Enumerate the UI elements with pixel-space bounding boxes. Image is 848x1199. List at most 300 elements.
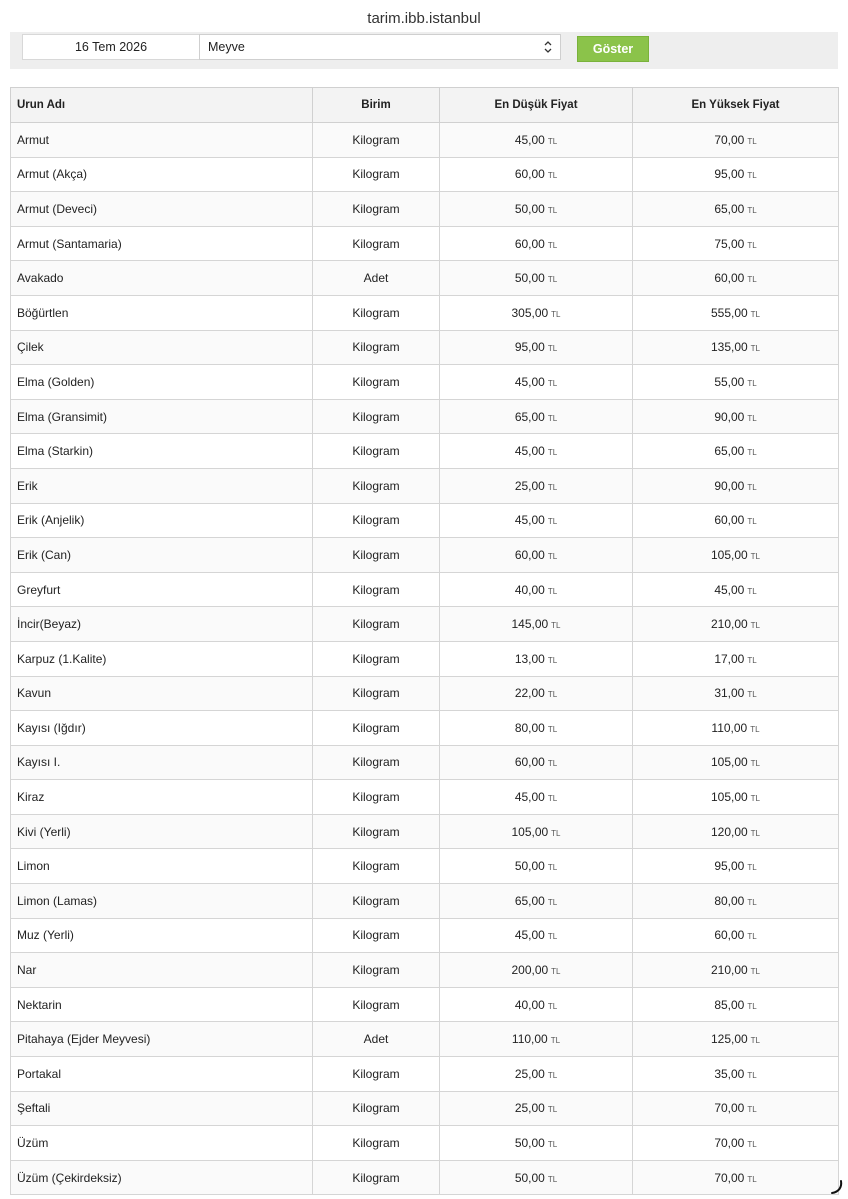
unit-cell: [313, 330, 440, 365]
max-price-cell: [633, 987, 839, 1022]
unit-cell: [313, 192, 440, 227]
product-name-cell: [11, 192, 313, 227]
max-price-cell-value: 65,00: [714, 444, 745, 459]
min-price-cell-value: 200,00: [511, 963, 549, 978]
unit-cell: [313, 849, 440, 884]
currency-label: TL: [750, 1036, 761, 1046]
min-price-cell: [440, 572, 633, 607]
table-header-row: [11, 88, 839, 123]
max-price-cell: [633, 399, 839, 434]
table-row: [11, 780, 839, 815]
min-price-cell-value: 50,00: [514, 1170, 545, 1185]
table-row: [11, 538, 839, 573]
currency-label: TL: [750, 794, 761, 804]
currency-label: TL: [551, 309, 561, 319]
date-input[interactable]: 16 Tem 2026: [22, 34, 200, 60]
min-price-cell-value: 45,00: [514, 374, 545, 389]
max-price-cell: [633, 295, 839, 330]
currency-label: TL: [547, 482, 558, 492]
max-price-cell-value: 125,00: [710, 1032, 748, 1047]
max-price-cell: [633, 434, 839, 469]
unit-cell-value: Kilogram: [352, 617, 400, 632]
currency-label: TL: [547, 655, 558, 665]
product-name-cell-value: Erik (Anjelik): [17, 513, 85, 528]
unit-cell: [313, 226, 440, 261]
product-name-cell-value: Nar: [17, 963, 37, 978]
unit-cell: [313, 953, 440, 988]
table-row: [11, 987, 839, 1022]
unit-cell-value: Kilogram: [352, 340, 400, 355]
max-price-cell: [633, 953, 839, 988]
table-row: [11, 607, 839, 642]
min-price-cell: [440, 1057, 633, 1092]
show-button[interactable]: Göster: [577, 36, 649, 62]
min-price-cell: [440, 1091, 633, 1126]
min-price-cell-value: 110,00: [511, 1032, 548, 1047]
currency-label: TL: [747, 205, 757, 215]
max-price-cell-value: 60,00: [714, 513, 745, 528]
min-price-cell-value: 25,00: [514, 1066, 545, 1081]
min-price-cell-value: 65,00: [514, 409, 545, 424]
min-price-cell-value: 50,00: [514, 271, 545, 286]
header-max-price[interactable]: En Yüksek Fiyat: [633, 88, 839, 123]
table-row: [11, 918, 839, 953]
header-product-name[interactable]: Urun Adı: [11, 88, 313, 123]
product-name-cell-value: Elma (Gransimit): [17, 409, 108, 424]
currency-label: TL: [547, 759, 558, 769]
currency-label: TL: [750, 759, 761, 769]
product-name-cell: [11, 987, 313, 1022]
min-price-cell: [440, 918, 633, 953]
product-name-cell: [11, 468, 313, 503]
product-name-cell-value: Erik (Can): [17, 547, 72, 562]
table-row: [11, 503, 839, 538]
min-price-cell-value: 45,00: [514, 513, 545, 528]
min-price-cell-value: 65,00: [514, 893, 545, 908]
max-price-cell: [633, 607, 839, 642]
unit-cell-value: Kilogram: [352, 755, 400, 770]
product-name-cell-value: Armut (Deveci): [17, 201, 98, 216]
max-price-cell-value: 17,00: [714, 651, 745, 666]
currency-label: TL: [747, 378, 757, 388]
product-name-cell: [11, 745, 313, 780]
currency-label: TL: [547, 448, 558, 458]
filter-panel: [10, 32, 838, 69]
table-row: [11, 745, 839, 780]
table-row: [11, 226, 839, 261]
max-price-cell-value: 70,00: [714, 1170, 745, 1185]
max-price-cell-value: 105,00: [710, 547, 748, 562]
min-price-cell: [440, 987, 633, 1022]
unit-cell-value: Kilogram: [352, 132, 400, 147]
url-text[interactable]: tarim.ibb.istanbul: [367, 10, 481, 27]
currency-label: TL: [550, 1036, 561, 1046]
product-name-cell-value: Pitahaya (Ejder Meyvesi): [17, 1032, 151, 1047]
unit-cell: [313, 780, 440, 815]
max-price-cell: [633, 261, 839, 296]
product-name-cell: [11, 503, 313, 538]
max-price-cell-value: 210,00: [710, 617, 748, 632]
max-price-cell: [633, 884, 839, 919]
max-price-cell: [633, 918, 839, 953]
min-price-cell-value: 25,00: [514, 478, 545, 493]
unit-cell-value: Kilogram: [352, 444, 400, 459]
category-select-value: Meyve: [208, 40, 245, 54]
unit-cell-value: Kilogram: [352, 374, 400, 389]
max-price-cell-value: 95,00: [714, 167, 745, 182]
unit-cell-value: Kilogram: [352, 790, 400, 805]
currency-label: TL: [547, 1001, 558, 1011]
table-row: [11, 468, 839, 503]
max-price-cell-value: 70,00: [714, 132, 745, 147]
product-name-cell: [11, 953, 313, 988]
currency-label: TL: [750, 967, 761, 977]
table-row: [11, 123, 839, 158]
min-price-cell-value: 60,00: [514, 236, 545, 251]
currency-label: TL: [747, 863, 757, 873]
max-price-cell: [633, 503, 839, 538]
product-name-cell: [11, 918, 313, 953]
min-price-cell-value: 45,00: [514, 790, 545, 805]
product-name-cell: [11, 295, 313, 330]
table-row: [11, 261, 839, 296]
product-name-cell-value: Şeftali: [17, 1101, 51, 1116]
product-name-cell-value: Nektarin: [17, 997, 62, 1012]
currency-label: TL: [747, 448, 757, 458]
table-row: [11, 1057, 839, 1092]
product-name-cell-value: Kiraz: [17, 790, 45, 805]
min-price-cell: [440, 434, 633, 469]
max-price-cell-value: 210,00: [710, 963, 748, 978]
max-price-cell-value: 110,00: [711, 720, 748, 735]
min-price-cell: [440, 192, 633, 227]
price-table: [10, 87, 839, 1195]
currency-label: TL: [547, 517, 558, 527]
currency-label: TL: [747, 240, 757, 250]
min-price-cell: [440, 503, 633, 538]
currency-label: TL: [547, 794, 558, 804]
product-name-cell-value: Kavun: [17, 686, 52, 701]
currency-label: TL: [547, 205, 558, 215]
currency-label: TL: [547, 240, 558, 250]
min-price-cell-value: 105,00: [511, 824, 549, 839]
product-name-cell-value: Çilek: [17, 340, 44, 355]
max-price-cell-value: 45,00: [714, 582, 745, 597]
table-row: [11, 365, 839, 400]
unit-cell-value: Kilogram: [352, 201, 400, 216]
unit-cell-value: Kilogram: [352, 686, 400, 701]
max-price-cell-value: 55,00: [714, 374, 745, 389]
min-price-cell-value: 50,00: [514, 859, 545, 874]
min-price-cell-value: 95,00: [514, 340, 545, 355]
currency-label: TL: [747, 1105, 757, 1115]
max-price-cell: [633, 572, 839, 607]
min-price-cell: [440, 157, 633, 192]
min-price-cell: [440, 676, 633, 711]
currency-label: TL: [747, 1174, 757, 1184]
product-name-cell-value: Karpuz (1.Kalite): [17, 651, 107, 666]
currency-label: TL: [547, 1070, 558, 1080]
currency-label: TL: [750, 724, 760, 734]
product-name-cell-value: Kivi (Yerli): [17, 824, 71, 839]
max-price-cell: [633, 1057, 839, 1092]
product-name-cell-value: Elma (Golden): [17, 374, 95, 389]
max-price-cell: [633, 1091, 839, 1126]
browser-url-bar[interactable]: [0, 0, 848, 34]
currency-label: TL: [551, 967, 561, 977]
max-price-cell: [633, 192, 839, 227]
product-name-cell: [11, 849, 313, 884]
currency-label: TL: [747, 413, 757, 423]
product-name-cell: [11, 330, 313, 365]
product-name-cell-value: Muz (Yerli): [17, 928, 74, 943]
min-price-cell-value: 60,00: [514, 167, 545, 182]
max-price-cell: [633, 468, 839, 503]
currency-label: TL: [547, 1105, 558, 1115]
table-row: [11, 884, 839, 919]
currency-label: TL: [547, 136, 558, 146]
min-price-cell-value: 22,00: [514, 686, 545, 701]
unit-cell: [313, 1091, 440, 1126]
table-row: [11, 399, 839, 434]
product-name-cell: [11, 123, 313, 158]
currency-label: TL: [547, 863, 558, 873]
table-row: [11, 953, 839, 988]
currency-label: TL: [750, 828, 761, 838]
product-name-cell: [11, 676, 313, 711]
unit-cell: [313, 1022, 440, 1057]
max-price-cell: [633, 780, 839, 815]
currency-label: TL: [747, 897, 757, 907]
min-price-cell: [440, 365, 633, 400]
min-price-cell: [440, 849, 633, 884]
product-name-cell: [11, 884, 313, 919]
currency-label: TL: [750, 551, 761, 561]
product-name-cell: [11, 365, 313, 400]
min-price-cell: [440, 538, 633, 573]
max-price-cell: [633, 226, 839, 261]
currency-label: TL: [747, 275, 757, 285]
min-price-cell-value: 13,00: [514, 651, 545, 666]
max-price-cell-value: 60,00: [714, 271, 745, 286]
max-price-cell: [633, 123, 839, 158]
product-name-cell-value: Erik: [17, 478, 38, 493]
currency-label: TL: [750, 309, 761, 319]
currency-label: TL: [747, 482, 757, 492]
price-table-body: [11, 123, 839, 1195]
min-price-cell-value: 45,00: [514, 928, 545, 943]
table-row: [11, 814, 839, 849]
table-row: [11, 1160, 839, 1195]
chevron-up-down-icon: [544, 40, 552, 54]
min-price-cell: [440, 226, 633, 261]
unit-cell-value: Kilogram: [352, 859, 400, 874]
unit-cell: [313, 607, 440, 642]
max-price-cell: [633, 711, 839, 746]
unit-cell-value: Kilogram: [352, 1066, 400, 1081]
category-select[interactable]: [199, 34, 561, 60]
max-price-cell: [633, 365, 839, 400]
max-price-cell: [633, 1126, 839, 1161]
currency-label: TL: [547, 171, 558, 181]
max-price-cell-value: 60,00: [714, 928, 745, 943]
min-price-cell: [440, 1022, 633, 1057]
unit-cell-value: Kilogram: [352, 513, 400, 528]
table-row: [11, 1022, 839, 1057]
product-name-cell: [11, 1057, 313, 1092]
max-price-cell-value: 135,00: [710, 340, 748, 355]
min-price-cell-value: 25,00: [514, 1101, 545, 1116]
product-name-cell-value: Üzüm: [17, 1136, 49, 1151]
max-price-cell-value: 65,00: [714, 201, 745, 216]
unit-cell-value: Kilogram: [352, 582, 400, 597]
min-price-cell: [440, 330, 633, 365]
product-name-cell-value: Portakal: [17, 1066, 62, 1081]
unit-cell-value: Kilogram: [352, 720, 400, 735]
product-name-cell-value: Kayısı (Iğdır): [17, 720, 86, 735]
min-price-cell-value: 40,00: [514, 582, 545, 597]
product-name-cell-value: Kayısı I.: [17, 755, 61, 770]
unit-cell-value: Kilogram: [352, 928, 400, 943]
currency-label: TL: [547, 413, 558, 423]
max-price-cell: [633, 538, 839, 573]
currency-label: TL: [747, 136, 757, 146]
min-price-cell: [440, 607, 633, 642]
product-name-cell-value: Limon (Lamas): [17, 893, 98, 908]
max-price-cell: [633, 330, 839, 365]
unit-cell: [313, 711, 440, 746]
min-price-cell: [440, 814, 633, 849]
min-price-cell: [440, 1126, 633, 1161]
min-price-cell-value: 80,00: [514, 720, 545, 735]
unit-cell: [313, 468, 440, 503]
product-name-cell: [11, 157, 313, 192]
unit-cell: [313, 295, 440, 330]
min-price-cell: [440, 711, 633, 746]
product-name-cell: [11, 434, 313, 469]
min-price-cell: [440, 123, 633, 158]
product-name-cell-value: Limon: [17, 859, 50, 874]
unit-cell: [313, 1126, 440, 1161]
currency-label: TL: [547, 1174, 558, 1184]
unit-cell: [313, 399, 440, 434]
scroll-indicator-icon: [830, 1179, 844, 1195]
header-unit[interactable]: Birim: [313, 88, 440, 123]
unit-cell: [313, 987, 440, 1022]
min-price-cell: [440, 641, 633, 676]
table-row: [11, 1126, 839, 1161]
table-row: [11, 434, 839, 469]
min-price-cell: [440, 468, 633, 503]
currency-label: TL: [551, 828, 561, 838]
currency-label: TL: [747, 1140, 757, 1150]
max-price-cell: [633, 641, 839, 676]
max-price-cell-value: 70,00: [714, 1101, 745, 1116]
max-price-cell-value: 555,00: [710, 305, 748, 320]
product-name-cell: [11, 1022, 313, 1057]
min-price-cell-value: 60,00: [514, 755, 545, 770]
min-price-cell: [440, 953, 633, 988]
currency-label: TL: [747, 171, 757, 181]
min-price-cell: [440, 1160, 633, 1195]
product-name-cell: [11, 399, 313, 434]
unit-cell: [313, 261, 440, 296]
max-price-cell: [633, 157, 839, 192]
unit-cell: [313, 572, 440, 607]
table-row: [11, 295, 839, 330]
max-price-cell-value: 31,00: [714, 686, 745, 701]
min-price-cell: [440, 780, 633, 815]
currency-label: TL: [747, 1001, 757, 1011]
currency-label: TL: [750, 344, 761, 354]
currency-label: TL: [747, 1070, 757, 1080]
table-row: [11, 711, 839, 746]
currency-label: TL: [547, 378, 558, 388]
currency-label: TL: [551, 621, 561, 631]
currency-label: TL: [747, 517, 757, 527]
min-price-cell-value: 145,00: [511, 617, 549, 632]
product-name-cell: [11, 572, 313, 607]
product-name-cell-value: Böğürtlen: [17, 305, 69, 320]
unit-cell-value: Kilogram: [352, 893, 400, 908]
max-price-cell-value: 75,00: [714, 236, 745, 251]
min-price-cell-value: 305,00: [511, 305, 549, 320]
unit-cell: [313, 918, 440, 953]
table-row: [11, 330, 839, 365]
max-price-cell-value: 90,00: [714, 409, 745, 424]
unit-cell-value: Kilogram: [352, 997, 400, 1012]
max-price-cell: [633, 849, 839, 884]
unit-cell: [313, 1057, 440, 1092]
max-price-cell-value: 105,00: [710, 790, 748, 805]
header-min-price[interactable]: En Düşük Fiyat: [440, 88, 633, 123]
unit-cell-value: Kilogram: [352, 236, 400, 251]
currency-label: TL: [547, 586, 558, 596]
min-price-cell-value: 50,00: [514, 201, 545, 216]
unit-cell-value: Kilogram: [352, 651, 400, 666]
unit-cell-value: Kilogram: [352, 305, 400, 320]
max-price-cell: [633, 1160, 839, 1195]
max-price-cell: [633, 814, 839, 849]
currency-label: TL: [747, 932, 757, 942]
product-name-cell-value: Greyfurt: [17, 582, 61, 597]
max-price-cell-value: 80,00: [714, 893, 745, 908]
unit-cell: [313, 1160, 440, 1195]
min-price-cell: [440, 261, 633, 296]
max-price-cell: [633, 1022, 839, 1057]
unit-cell: [313, 434, 440, 469]
min-price-cell-value: 40,00: [514, 997, 545, 1012]
table-row: [11, 157, 839, 192]
unit-cell: [313, 676, 440, 711]
unit-cell-value: Adet: [363, 1032, 389, 1047]
currency-label: TL: [747, 655, 757, 665]
product-name-cell: [11, 1091, 313, 1126]
currency-label: TL: [747, 690, 757, 700]
min-price-cell-value: 60,00: [514, 547, 545, 562]
product-name-cell-value: Elma (Starkin): [17, 444, 94, 459]
unit-cell: [313, 503, 440, 538]
table-row: [11, 849, 839, 884]
unit-cell: [313, 157, 440, 192]
currency-label: TL: [547, 1140, 558, 1150]
currency-label: TL: [547, 344, 558, 354]
unit-cell-value: Kilogram: [352, 1136, 400, 1151]
unit-cell: [313, 814, 440, 849]
currency-label: TL: [547, 690, 558, 700]
product-name-cell-value: Armut: [17, 132, 50, 147]
unit-cell-value: Kilogram: [352, 963, 400, 978]
